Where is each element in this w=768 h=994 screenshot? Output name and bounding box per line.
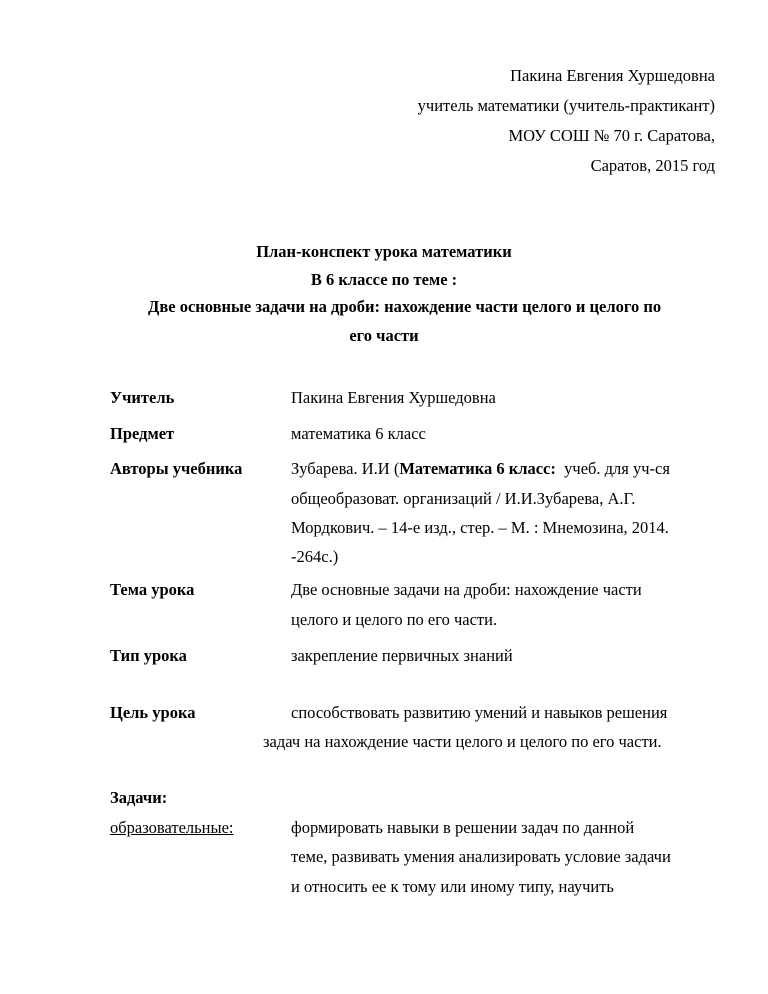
subject-label: Предмет — [110, 424, 175, 443]
topic-label: Тема урока — [110, 580, 195, 599]
edu-line-3: и относить ее к тому или иному типу, научить — [291, 877, 614, 896]
goal-line-1: способствовать развитию умений и навыков решения — [291, 703, 668, 722]
author-city-year: Саратов, 2015 год — [590, 156, 715, 175]
teacher-label: Учитель — [110, 388, 175, 407]
teacher-value: Пакина Евгения Хуршедовна — [291, 388, 496, 407]
textbook-title: Математика 6 класс: — [399, 459, 556, 478]
author-position: учитель математики (учитель-практикант) — [417, 96, 715, 115]
authors-line-3: Мордкович. – 14-е изд., стер. – М. : Мнемозина, 2014. — [291, 518, 669, 537]
title-line-4: его части — [349, 326, 419, 345]
title-line-1: План-конспект урока математики — [256, 242, 512, 261]
type-label: Тип урока — [110, 646, 187, 665]
author-name: Пакина Евгения Хуршедовна — [510, 66, 715, 85]
subject-value: математика 6 класс — [291, 424, 426, 443]
title-line-2: В 6 классе по теме : — [310, 270, 458, 289]
edu-label: образовательные: — [110, 818, 234, 837]
topic-line-1: Две основные задачи на дроби: нахождение части — [291, 580, 642, 599]
tasks-heading: Задачи: — [110, 788, 168, 807]
edu-line-1: формировать навыки в решении задач по данной — [291, 818, 635, 837]
authors-line-1 — [291, 459, 670, 479]
authors-line-2: общеобразоват. организаций / И.И.Зубарева, А.Г. — [291, 489, 636, 508]
authors-line-1-a: Зубарева. И.И ( — [291, 459, 400, 478]
authors-label: Авторы учебника — [110, 459, 243, 478]
authors-line-4: -264с.) — [291, 547, 339, 566]
goal-line-2: задач на нахождение части целого и целого по его части. — [263, 732, 662, 751]
author-school: МОУ СОШ № 70 г. Саратова, — [508, 126, 715, 145]
title-line-3: Две основные задачи на дроби: нахождение части целого и целого по — [148, 297, 662, 316]
type-value: закрепление первичных знаний — [291, 646, 513, 665]
goal-label: Цель урока — [110, 703, 196, 722]
authors-line-1-c: учеб. для уч-ся — [555, 459, 670, 478]
edu-line-2: теме, развивать умения анализировать условие задачи — [291, 847, 671, 866]
topic-line-2: целого и целого по его части. — [291, 610, 498, 629]
